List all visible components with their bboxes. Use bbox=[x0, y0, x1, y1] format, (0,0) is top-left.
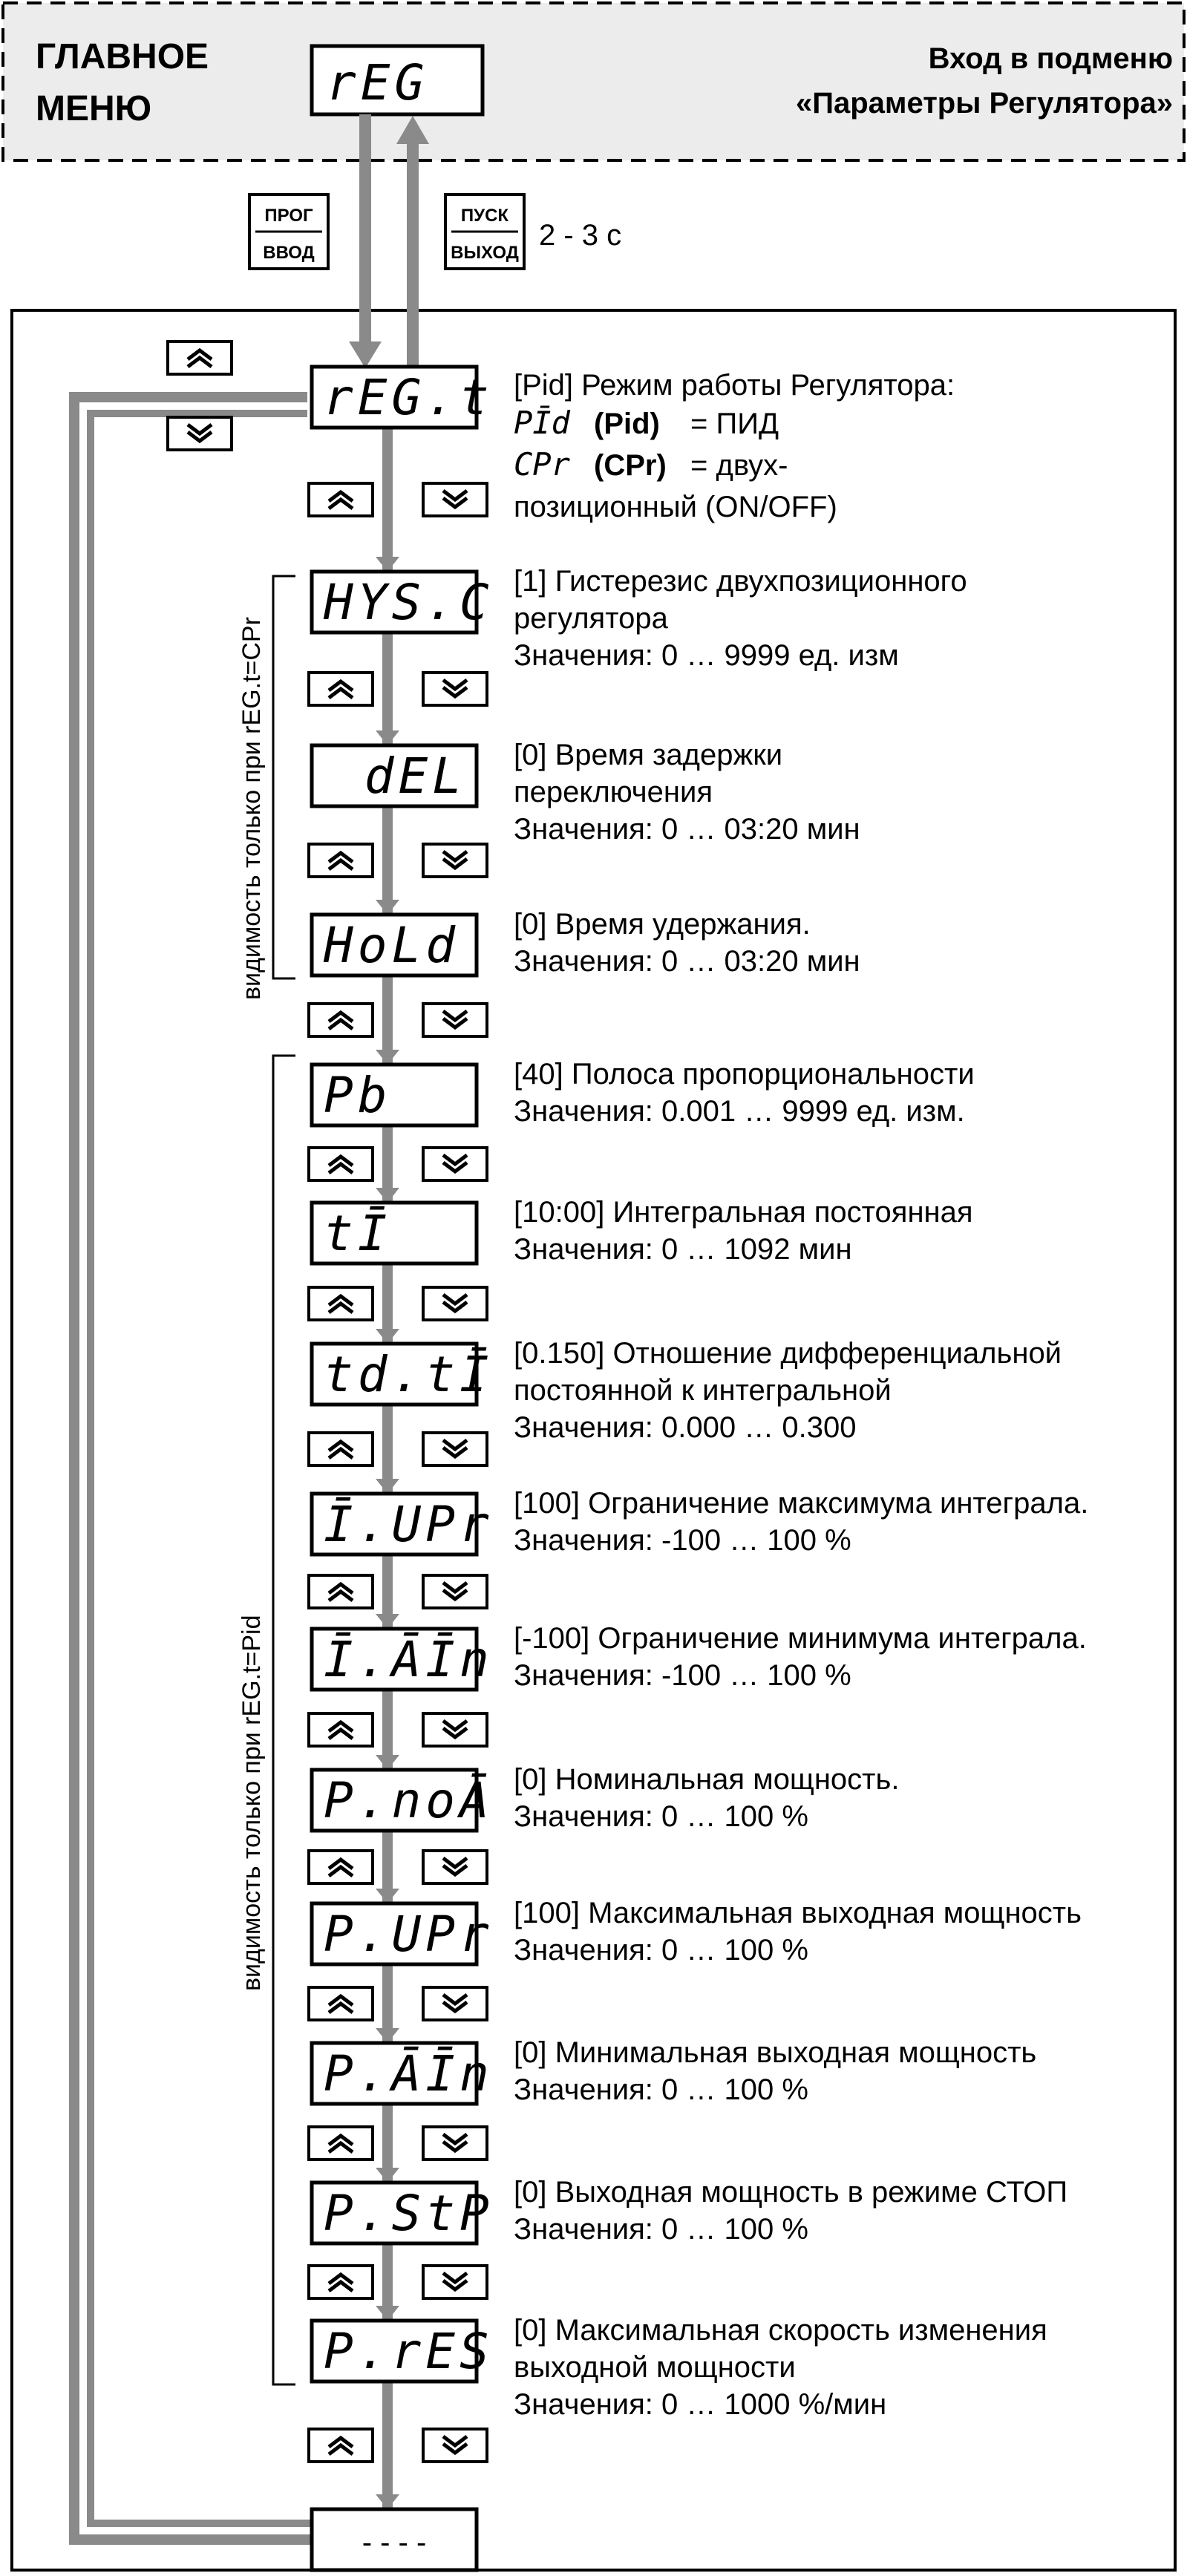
up-key bbox=[309, 1148, 373, 1180]
down-key bbox=[423, 1148, 487, 1180]
param-display-text: Ī.UPr bbox=[324, 1496, 494, 1553]
down-key bbox=[423, 1575, 487, 1608]
group-pid-bracket bbox=[273, 1056, 295, 2384]
param-desc-line: Значения: 0 … 100 % bbox=[514, 1800, 808, 1833]
param-display-text: dEL bbox=[364, 748, 466, 805]
loop-back-inner bbox=[91, 413, 312, 2523]
chain-arrow-head bbox=[376, 1889, 399, 1903]
main-menu-box bbox=[3, 3, 1184, 160]
param-desc-line: Значения: 0 … 100 % bbox=[514, 2213, 808, 2246]
mode-cpr-code: CPr bbox=[514, 446, 570, 483]
param-display-text: tĪ bbox=[324, 1205, 392, 1262]
chain-arrow-head bbox=[376, 1755, 399, 1770]
mode-item bbox=[312, 367, 494, 428]
param-display-text: Ī.ĀĪn bbox=[324, 1631, 494, 1688]
up-key bbox=[309, 1851, 373, 1883]
param-desc-line: [40] Полоса пропорциональности bbox=[514, 1058, 975, 1091]
end-item bbox=[312, 2509, 477, 2570]
up-key bbox=[309, 673, 373, 705]
param-display-text: P.noĀ bbox=[324, 1772, 494, 1829]
param-display-text: P.UPr bbox=[324, 1906, 494, 1963]
hold-time-label: 2 - 3 с bbox=[539, 219, 622, 252]
param-desc-line: Значения: 0 … 03:20 мин bbox=[514, 813, 860, 846]
param-desc-line: выходной мощности bbox=[514, 2351, 796, 2384]
param-display-text: Pb bbox=[324, 1067, 392, 1124]
down-key bbox=[423, 2266, 487, 2298]
start-exit-key bbox=[445, 194, 524, 269]
param-display-text: P.ĀĪn bbox=[324, 2045, 494, 2102]
main-menu-title-line2: МЕНЮ bbox=[36, 89, 152, 128]
param-desc-line: [-100] Ограничение минимума интеграла. bbox=[514, 1622, 1087, 1655]
param-item bbox=[312, 2036, 1036, 2106]
param-desc-line: Значения: 0.001 … 9999 ед. изм. bbox=[514, 1095, 965, 1128]
param-item bbox=[312, 1487, 1088, 1557]
param-item bbox=[312, 565, 967, 672]
chain-arrow-head bbox=[376, 1050, 399, 1065]
chain-arrow-head bbox=[376, 2306, 399, 2321]
up-key bbox=[168, 341, 232, 374]
param-item bbox=[312, 2314, 1047, 2421]
param-item bbox=[312, 739, 860, 846]
param-desc-line: [0] Время удержания. bbox=[514, 908, 811, 941]
start-key-bottom: ВЫХОД bbox=[451, 243, 519, 263]
down-key bbox=[423, 1004, 487, 1036]
mode-cpr-bold: (CPr) bbox=[594, 449, 667, 482]
up-key bbox=[309, 844, 373, 877]
mode-desc-line4: позиционный (ON/OFF) bbox=[514, 491, 837, 523]
up-key bbox=[309, 2429, 373, 2462]
up-key bbox=[309, 483, 373, 516]
param-desc-line: Значения: -100 … 100 % bbox=[514, 1659, 851, 1692]
param-desc-line: [0] Максимальная скорость изменения bbox=[514, 2314, 1047, 2347]
up-key bbox=[309, 1713, 373, 1746]
param-desc-line: Значения: 0 … 1000 %/мин bbox=[514, 2388, 887, 2421]
down-key bbox=[423, 2127, 487, 2160]
param-desc-line: [0.150] Отношение дифференциальной bbox=[514, 1337, 1062, 1370]
prog-key-top: ПРОГ bbox=[264, 206, 313, 226]
chain-arrow-head bbox=[376, 900, 399, 915]
param-desc-line: Значения: 0 … 100 % bbox=[514, 2073, 808, 2106]
end-display-text: - - - - bbox=[362, 2526, 427, 2559]
param-item bbox=[312, 1337, 1062, 1444]
down-key bbox=[423, 2429, 487, 2462]
chain-arrow-head bbox=[376, 557, 399, 572]
param-desc-line: переключения bbox=[514, 776, 713, 808]
down-key bbox=[423, 1987, 487, 2020]
chain-arrow-head bbox=[376, 1614, 399, 1629]
up-key bbox=[309, 1433, 373, 1465]
up-key bbox=[309, 2266, 373, 2298]
down-key bbox=[423, 844, 487, 877]
param-display-text: P.StP bbox=[324, 2185, 494, 2242]
main-display-text: rEG bbox=[327, 54, 429, 111]
up-key bbox=[309, 1987, 373, 2020]
param-desc-line: Значения: 0 … 1092 мин bbox=[514, 1233, 852, 1266]
param-desc-line: [100] Ограничение максимума интеграла. bbox=[514, 1487, 1089, 1520]
down-key bbox=[423, 1287, 487, 1320]
param-desc-line: [0] Выходная мощность в режиме СТОП bbox=[514, 2176, 1068, 2209]
mode-pid-bold: (Pid) bbox=[594, 408, 660, 440]
down-key bbox=[423, 1433, 487, 1465]
param-item bbox=[312, 2176, 1067, 2246]
group-cpr-label: видимость только при rEG.t=CPr bbox=[238, 617, 266, 1000]
mode-desc-line1: [Pid] Режим работы Регулятора: bbox=[514, 369, 955, 402]
loop-back-outer bbox=[74, 397, 312, 2540]
param-desc-line: Значения: 0 … 9999 ед. изм bbox=[514, 639, 899, 672]
chain-arrow-head bbox=[376, 2494, 399, 2509]
mode-pid-code: PĪd bbox=[514, 405, 570, 441]
group-cpr-bracket bbox=[273, 576, 295, 978]
enter-arrow-head bbox=[349, 341, 382, 368]
up-key bbox=[309, 2127, 373, 2160]
param-display-text: P.rES bbox=[324, 2323, 494, 2380]
main-menu-title-line1: ГЛАВНОЕ bbox=[36, 37, 209, 76]
param-item bbox=[312, 1058, 975, 1128]
param-item bbox=[312, 1196, 973, 1266]
param-item bbox=[312, 1897, 1082, 1967]
param-display-text: HYS.C bbox=[324, 574, 494, 631]
start-key-top: ПУСК bbox=[460, 206, 509, 226]
param-item bbox=[312, 1622, 1087, 1692]
enter-submenu-line1: Вход в подменю bbox=[928, 42, 1173, 75]
chain-arrow-head bbox=[376, 1479, 399, 1494]
param-display-text: td.tĪ bbox=[324, 1346, 494, 1403]
group-pid-label: видимость только при rEG.t=Pid bbox=[238, 1615, 266, 1991]
param-desc-line: Значения: 0.000 … 0.300 bbox=[514, 1411, 857, 1444]
down-key bbox=[168, 417, 232, 450]
param-desc-line: [1] Гистерезис двухпозиционного bbox=[514, 565, 967, 598]
down-key bbox=[423, 483, 487, 516]
param-desc-line: [100] Максимальная выходная мощность bbox=[514, 1897, 1082, 1929]
down-key bbox=[423, 1851, 487, 1883]
up-key bbox=[309, 1004, 373, 1036]
chain-arrow-head bbox=[376, 1188, 399, 1203]
up-key bbox=[309, 1575, 373, 1608]
param-desc-line: [0] Время задержки bbox=[514, 739, 783, 771]
up-key bbox=[309, 1287, 373, 1320]
param-desc-line: Значения: -100 … 100 % bbox=[514, 1524, 851, 1557]
mode-display-text: rEG.t bbox=[324, 369, 494, 426]
enter-submenu-line2: «Параметры Регулятора» bbox=[795, 87, 1173, 120]
param-display-text: HoLd bbox=[324, 917, 460, 974]
param-desc-line: [0] Номинальная мощность. bbox=[514, 1763, 900, 1796]
mode-pid-eq: = ПИД bbox=[690, 408, 779, 440]
param-desc-line: регулятора bbox=[514, 602, 668, 635]
chain-arrow-head bbox=[376, 2028, 399, 2043]
prog-key-bottom: ВВОД bbox=[263, 243, 315, 263]
param-desc-line: постоянной к интегральной bbox=[514, 1374, 892, 1407]
param-desc-line: Значения: 0 … 100 % bbox=[514, 1934, 808, 1967]
param-item bbox=[312, 908, 860, 978]
param-desc-line: [10:00] Интегральная постоянная bbox=[514, 1196, 973, 1229]
param-desc-line: Значения: 0 … 03:20 мин bbox=[514, 945, 860, 978]
chain-arrow-head bbox=[376, 2168, 399, 2183]
down-key bbox=[423, 673, 487, 705]
down-key bbox=[423, 1713, 487, 1746]
chain-arrow-head bbox=[376, 730, 399, 745]
param-desc-line: [0] Минимальная выходная мощность bbox=[514, 2036, 1037, 2069]
mode-cpr-eq: = двух- bbox=[690, 449, 788, 482]
param-item bbox=[312, 1763, 899, 1833]
chain-arrow-head bbox=[376, 1329, 399, 1344]
prog-enter-key bbox=[249, 194, 328, 269]
